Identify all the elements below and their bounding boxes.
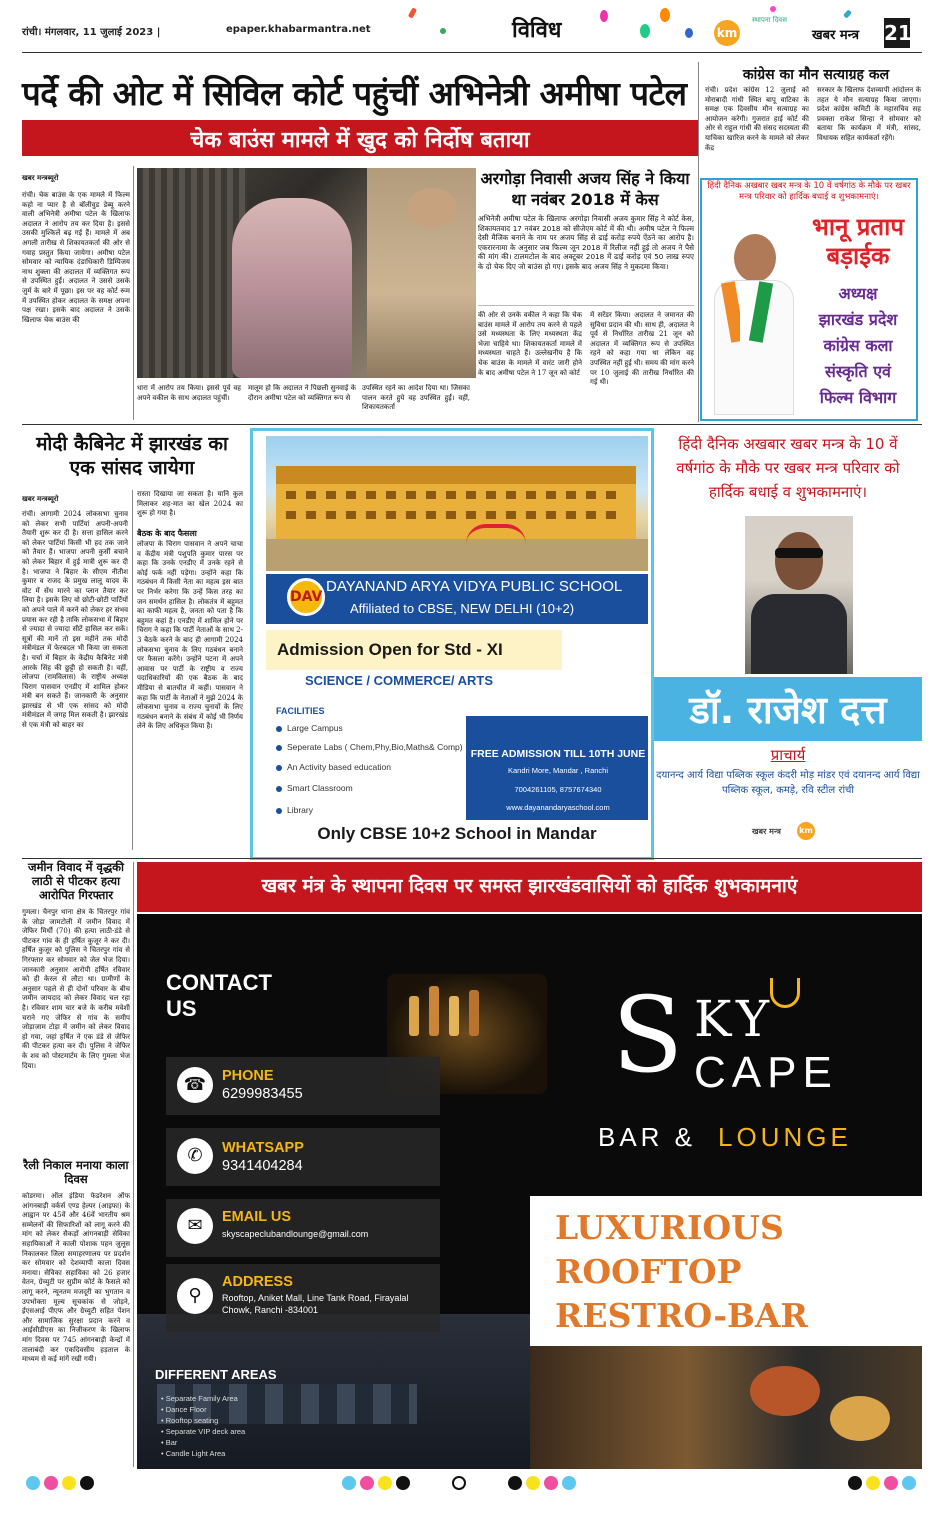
brand-name: खबर मन्त्र: [812, 28, 860, 43]
page-number: 21: [884, 18, 910, 48]
congress-col-2: सरकार के खिलाफ देशव्यापी आंदोलन के तहत ये मौन सत्याग्रह किया जाएगा। प्रदेश कांग्रेस कमिटी के महासचिव सह प्रवक्ता राकेश सिन्हा ने सोमवार को बताया कि कार्यक्रम में मंत्री, सांसद, विधायक सहित कार्यकर्ता रहेंगे।: [817, 86, 921, 142]
facilities-title: FACILITIES: [276, 706, 325, 716]
facility-item: Large Campus: [287, 723, 343, 733]
school-address: Kandri More, Mandar , Ranchi: [507, 766, 609, 775]
rajesh-ad-top-text: हिंदी दैनिक अखबार खबर मन्त्र के 10 वें वर्षगांठ के मौके पर खबर मन्त्र परिवार को हार्दिक बधाई व शुभकामनाएं।: [676, 435, 900, 501]
contact-label: ADDRESS: [222, 1274, 293, 1290]
area-item: • Candle Light Area: [161, 1449, 226, 1458]
side-headline: अरगोड़ा निवासी अजय सिंह ने किया था नवंबर 2018 में केस: [480, 169, 690, 209]
whatsapp-icon: ✆: [177, 1138, 213, 1174]
bhanu-photo: [706, 230, 800, 415]
school-phone[interactable]: 7004261105, 8757674340: [514, 785, 602, 794]
modi-col-2: रास्ता दिखाया जा सकता है। यानि कुल मिलाकर शह-मात का खेल 2024 का शुरू हो गया है।: [137, 490, 243, 518]
bhanu-role-line: कांग्रेस कला: [823, 336, 893, 355]
school-tagline: Only CBSE 10+2 School in Mandar: [317, 824, 597, 843]
rally-text: कोडरमा। ऑल इंडिया फेडरेशन ऑफ आंगनबाड़ी वर्कर्स एण्ड हेल्पर (आइफा) के आह्वान पर 45वें और 46वें भारतीय श्रम सम्मेलनों की सिफारिशों को लागू करने की मांग को लेकर सैकड़ों आंगनबाड़ी सेविका सहायिकाओं ने काली पोशाक पहन जुलूस निकालकर जिला समाहरणालय पर प्रदर्शन कर सोमवार को देशव्यापी काला दिवस मनाया। सेविका सहायिका को 26 हजार वेतन, ग्रेच्युटी पर सुप्रीम कोर्ट के फैसले को लागू करने, न्यूनतम मजदूरी का भुगतान व उपभोक्ता मूल्य सूचकांक से जोड़ने, ईएसआई पीएफ और ग्रेच्युटी सहित पेंशन और सामाजिक सुरक्षा प्रदान करने व आईसीडीएस का निजीकरण के खिलाफ मांग दिवस पर 745 आंगनबाड़ी केन्द्रों में तालाबंदी कर एकदिवसीय हड़ताल के माध्यम से कई मांगें रखी गयी।: [22, 1192, 130, 1364]
facility-item: Seperate Labs ( Chem,Phy,Bio,Maths& Comp): [287, 742, 463, 752]
contact-label: PHONE: [222, 1068, 274, 1084]
facility-item: An Activity based education: [287, 762, 391, 772]
lead-col-3: मालूम हो कि अदालत ने पिछली सुनवाई के दौरान अमीषा पटेल को व्यक्तिगत रूप से: [248, 384, 356, 402]
congress-headline: कांग्रेस का मौन सत्याग्रह कल: [742, 67, 890, 83]
bhanu-role-line: संस्कृति एवं: [825, 362, 891, 381]
rajesh-address: दयानन्द आर्य विद्या पब्लिक स्कूल कंदरी मोड़ मांडर एवं दयानन्द आर्य विद्या पब्लिक स्कूल, कमड़े, रवि स्टील रांची: [656, 770, 920, 796]
contact-value[interactable]: 9341404284: [222, 1158, 303, 1174]
side-col-a: की ओर से उनके वकील ने कहा कि चेक बाउंस मामले में आरोप तय करने से पहले उसे मध्यस्थता के लिए मध्यस्थता केंद्र भेजा चाहिये था। शिकायतकर्ता मामले में मध्यस्थता चाहते हैं। उल्लेखनीय है कि चेक बाउंस के मामले में वारंट जारी होने के बाद अमीषा पटेल ने 17 जून को कोर्ट: [478, 311, 582, 377]
contact-value[interactable]: 6299983455: [222, 1086, 303, 1102]
bhanu-role-line: फिल्म विभाग: [819, 388, 897, 407]
lounge-text: LOUNGE: [718, 1122, 852, 1152]
modi-col-2b: लोजपा के चिराग पासवान ने अपने चाचा व केंद्रीय मंत्री पशुपति कुमार पारस पर कहा कि उनके एनडीए में उनके रहने से कोई फर्क नहीं पड़ेगा। उन्होंने कहा कि गठबंधन में किसी नेता का महत्व इस बात पर निर्भर करेगा कि उन्हें किस तरह का जन समर्थन हासिल है। लोकतंत्र में बहुमत का काफी महत्व है, जनता को पता है कि बहुमत कहां है। एनडीए में शामिल होने पर चिराग ने कहा कि पार्टी नेताओं के साथ 2-3 बैठकें करने के बाद ही आगामी 2024 लोकसभा चुनाव के लिए गठबंधन बनाने पर फैसला करेंगे। उन्होंने पटना में अपने आवास पर पार्टी के राष्ट्रीय व राज्य पदाधिकारियों की एक बैठक के बाद मीडिया से बातचीत में कहीं। पासवान ने कहा कि पार्टी के नेताओं ने मुझे 2024 के लोकसभा चुनाव व राज्य चुनावों के लिए गठबंधन बनाने के संबंध में कोई भी निर्णय लेने के लिए अधिकृत किया है।: [137, 540, 243, 731]
admission-text: Admission Open for Std - XI: [277, 640, 503, 659]
registration-marks: [22, 1476, 922, 1492]
date-line: रांची। मंगलवार, 11 जुलाई 2023 |: [22, 27, 161, 38]
bullet-icon: [276, 745, 282, 751]
phone-icon: ☎: [177, 1067, 213, 1103]
school-website[interactable]: www.dayanandaryaschool.com: [506, 803, 610, 812]
area-item: • Dance Floor: [161, 1405, 207, 1414]
areas-title: DIFFERENT AREAS: [155, 1367, 277, 1382]
rajesh-title: प्राचार्य: [770, 746, 806, 764]
greeting-text: खबर मंत्र के स्थापना दिवस पर समस्त झारखंडवासियों को हार्दिक शुभकामनाएं: [261, 875, 798, 897]
byline: खबर मन्त्रब्यूरो: [22, 495, 59, 503]
bullet-icon: [276, 808, 282, 814]
contact-title: CONTACT US: [166, 970, 272, 1021]
bhanu-role-line: अध्यक्ष: [838, 284, 878, 303]
skyscape-logo-ky: KY: [694, 990, 776, 1048]
skyscape-logo-s: S: [612, 974, 684, 1096]
rally-headline: रैली निकाल मनाया काला दिवस: [23, 1158, 129, 1186]
modi-subhead: बैठक के बाद फैसला: [137, 529, 197, 538]
skyscape-logo-cape: CAPE: [694, 1048, 838, 1097]
school-affiliation: Affiliated to CBSE, NEW DELHI (10+2): [350, 601, 575, 616]
rajesh-name: डॉ. राजेश दत्त: [689, 688, 887, 732]
area-item: • Separate VIP deck area: [161, 1427, 246, 1436]
modi-col-1: रांची। आगामी 2024 लोकसभा चुनाव को लेकर सभी पार्टियां अपनी-अपनी तैयारी शुरू कर दी है। सत्ता हासिल करने को लेकर पार्टियां किसी भी हद तक जाने को तैयार हैं। भाजपा अपनी कुर्सी बचाने को लेकर बिहार में हुई मात्री शुरू कर दी है। भाजपा ने बिहार के सीएम नीतीश कुमार व राजद के प्रमुख लालू यादव के वोट में सेंध मारने का प्लान तैयार कर लिया है। इसके लिए वो छोटी-छोटी पार्टियों को अपने पाले में करने को लेकर हर संभव प्रयास कर रही है ताकि लोकसभा में बिहार से ज्यादा से ज्यादा सीटें हासिल कर सकें। सूत्रों की मानें तो इस महीने तक मोदी मंत्रीमंडल में फेरबदल भी किया जा सकता है। चर्चा में बिहार के केंद्रीय कैबिनेट मंत्री आरके सिंह की छुट्टी हो सकती है। वहीं, लोजपा (रामविलास) के राष्ट्रीय अध्यक्ष चिराग पासवान एनडीए में शामिल होकर मंत्री बन सकते हैं। जानकारी के अनुसार झारखंड से भी एक सांसद को मोदी मंत्रीमंडल में जगह मिल सकती है। झारखंड से एक मंत्री को बाहर का: [22, 510, 128, 730]
bhanu-ad-top-text: हिंदी दैनिक अखबार खबर मन्त्र के 10 वें वर्षगांठ के मौके पर खबर मन्त्र परिवार को हार्दिक बधाई व शुभकामनाएं।: [707, 181, 911, 202]
jamin-text: गुमला। चैनपुर थाना क्षेत्र के चितरपुर गांव के जोड़ा जामटोली में जमीन विवाद में जेफिर मिर्धी (70) की हत्या लाठी-डंडे से पीटकर गांव के ही हर्षित कुजूर ने कर दी। हर्षित कुजूर को पुलिस ने चितरपुर गांव से गिरफ्तार कर सोमवार को जेल भेज दिया। जानकारी अनुसार आरोपी हर्षित रविवार को ही केरल से लौटा था। ग्रामीणों के अनुसार पहले से ही दोनों परिवार के बीच जमीन जायदाद को लेकर विवाद चल रहा है। रविवार शाम चार बजे के करीब मवेशी चराने गए जेफिर से गांव के समीप जोड़ाजाम टोड़ा में जमीन को लेकर विवाद हो गया, जहां हर्षित ने एक डंडे से जेफिर की पीटकर हत्या कर दी। पुलिस ने जेफिर के शव को पोस्टमार्टम के लिए गुमला भेज दिया।: [22, 908, 130, 1070]
contact-label: WHATSAPP: [222, 1140, 304, 1156]
section-title: विविध: [512, 17, 562, 43]
rajesh-photo: [745, 516, 853, 674]
news-photo: [137, 168, 476, 378]
location-icon: ⚲: [177, 1278, 213, 1314]
cocktail-glass-icon: [770, 978, 800, 1008]
modi-headline: मोदी कैबिनेट में झारखंड का एक सांसद जायेगा: [36, 433, 228, 479]
area-item: • Rooftop seating: [161, 1416, 219, 1425]
lead-headline: पर्दे की ओट में सिविल कोर्ट पहुंचीं अभिनेत्री अमीषा पटेल: [22, 74, 687, 113]
side-col-b: में सरेंडर किया। अदालत ने जमानत की सुविधा प्रदान की थी। साथ ही, अदालत ने पूर्व से निर्धारित तारीख 21 जून को अदालत में व्यक्तिगत रूप से उपस्थित रहने को कहा गया था लेकिन वह उपस्थित नहीं हुई थी। समय की मांग करने पर 10 जुलाई की तारीख निर्धारित की गई थी।: [590, 311, 694, 387]
school-name: DAYANAND ARYA VIDYA PUBLIC SCHOOL: [326, 578, 623, 595]
rooftop-text: LUXURIOUS ROOFTOP RESTRO-BAR: [555, 1208, 808, 1335]
area-item: • Separate Family Area: [161, 1394, 238, 1403]
lead-col-2: धारा में आरोप तय किया। इससे पूर्व वह अपने वकील के साथ अदालत पहुंचीं।: [137, 384, 241, 402]
contact-value: Rooftop, Aniket Mall, Line Tank Road, Firayalal Chowk, Ranchi -834001: [222, 1293, 409, 1315]
school-photo: [266, 436, 648, 571]
lead-col-1: रांची। चेक बाउंस के एक मामले में फिल्म कहो ना प्यार है से बॉलीवुड डेब्यू करने वाली अभिनेत्री अमीषा पटेल के खिलाफ अदालत ने आरोप तय कर दिया है। इससे उसकी मुश्किलें बढ़ गई हैं। मामले में अब अगली तारीख से शिकायतकर्ता की ओर से गवाह प्रस्तुत किया जायेगा। अमीषा पटेल सोमवार को न्यायिक दंडाधिकारी डिम्पिजय नाथ शुक्ला की अदालत में व्यक्तिगत रूप से उपस्थित हुईं। अदालत ने उससे उसके जुर्म के बारे में पूछा। इस पर वह कोर्ट रूम में उपस्थित होकर अदालत के समक्ष अपना पक्ष रखा। इसके बाद अदालत ने उसके खिलाफ चेक बाउंस की: [22, 191, 130, 324]
jamin-headline: जमीन विवाद में वृद्धकी लाठी से पीटकर हत्या आरोपित गिरफ्तार: [28, 860, 124, 902]
streams-text: SCIENCE / COMMERCE/ ARTS: [305, 673, 494, 688]
contact-value[interactable]: skyscapeclubandlounge@gmail.com: [222, 1229, 369, 1239]
bullet-icon: [276, 726, 282, 732]
facility-item: Smart Classroom: [287, 783, 353, 793]
bar-text: BAR &: [598, 1122, 697, 1152]
lead-col-4: उपस्थित रहने का आदेश दिया था। जिसका पालन करते हुये वह उपस्थित हुईं। वहीं, शिकायतकर्ता: [362, 384, 470, 412]
lead-subhead: चेक बाउंस मामले में खुद को निर्दोष बताया: [190, 128, 530, 153]
brand-logo-icon: km: [797, 822, 815, 840]
side-intro: अभिनेत्री अमीषा पटेल के खिलाफ अरगोड़ा निवासी अजय कुमार सिंह ने कोर्ट केस, शिकायतवाद 17 नवंबर 2018 को सीजेएम कोर्ट में की थी। अमीष पटेल ने फिल्म देसी मैजिक बनाने के नाम पर अजय सिंह से ढाई करोड़ रुपये ऐंठने का आरोप है। एकरारनामा के अनुसार जब फिल्म जून 2018 में रिलीज नहीं हुई तो अजय ने पैसे की मांग की। टालमटोल के बाद अक्टूबर 2018 में ढाई करोड़ एवं 50 लाख रुपए के दो चेक दिए जो बाउंस हो गए। इसके बाद अजय सिंह ने मुकदमा किया।: [478, 214, 694, 271]
contact-label: EMAIL US: [222, 1209, 292, 1225]
epaper-link[interactable]: epaper.khabarmantra.net: [226, 24, 371, 35]
bhanu-role-line: झारखंड प्रदेश: [818, 310, 898, 329]
bullet-icon: [276, 786, 282, 792]
school-logo-icon: DAV: [287, 578, 325, 616]
header-divider: [22, 52, 922, 53]
bhanu-name: भानू प्रताप बड़ाईक: [812, 213, 904, 270]
congress-col-1: रांची। प्रदेश कांग्रेस 12 जुलाई को मोराबादी गांधी स्थित बापू वाटिका के समक्ष एक दिवसीय मौन सत्याग्रह का आयोजन करेगी। गुजरात हाई कोर्ट की ओर से राहुल गांधी की संसद सदस्यता की याचिका खारिज करने के मामले को लेकर केंद्र: [705, 86, 809, 152]
byline: खबर मन्त्रब्यूरो: [22, 174, 59, 182]
brand-logo-icon: km: [714, 20, 740, 46]
facility-item: Library: [287, 805, 313, 815]
email-icon: ✉: [177, 1208, 213, 1244]
rajesh-signature: खबर मन्त्र: [752, 827, 781, 836]
free-admission-text: FREE ADMISSION TILL 10TH JUNE: [470, 748, 646, 760]
anniversary-tag: स्थापना दिवस: [752, 16, 787, 24]
bullet-icon: [276, 765, 282, 771]
area-item: • Bar: [161, 1438, 178, 1447]
